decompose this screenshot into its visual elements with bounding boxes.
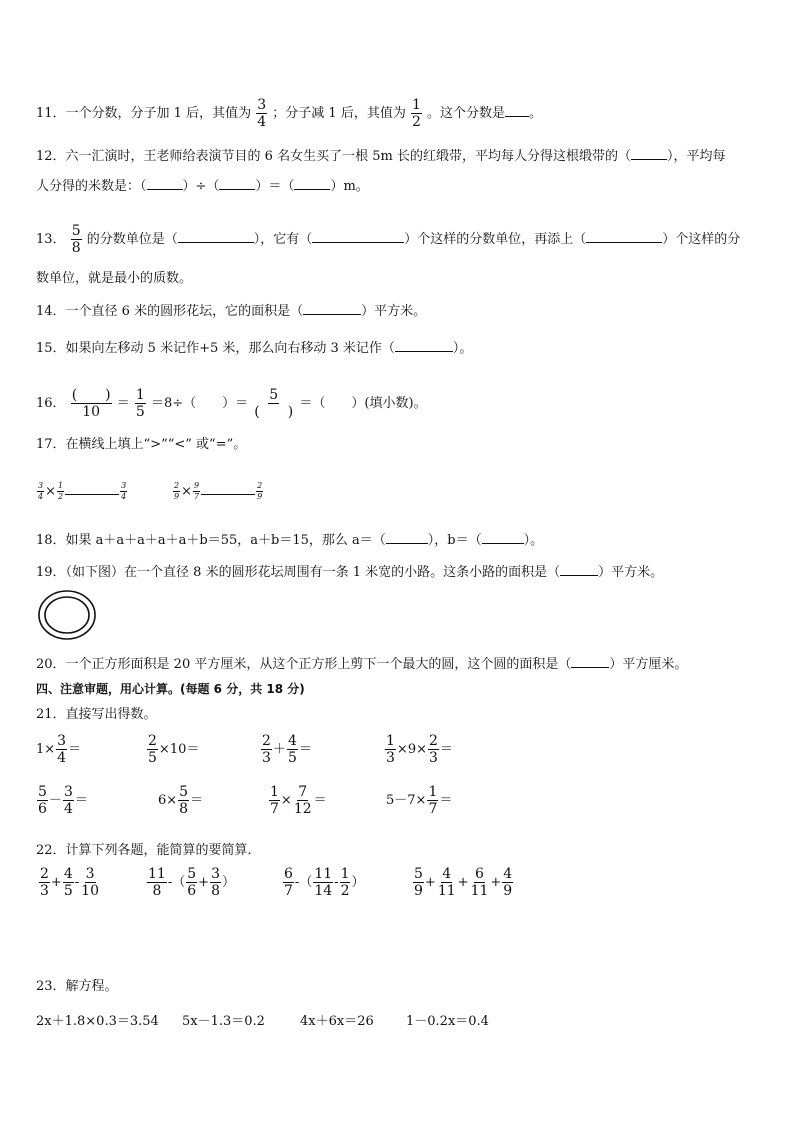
answer-blank[interactable] bbox=[631, 147, 667, 160]
expr-22-4: $\frac{5}{9}$ + $\frac{4}{11}$ + $\frac{6}{11}$ + $\frac{4}{9}$ bbox=[414, 866, 513, 899]
answer-blank[interactable] bbox=[571, 655, 609, 668]
fraction: $\frac{5}{8}$ bbox=[71, 223, 81, 256]
comparison-item-1: $\frac{3}{4}$ × $\frac{1}{2}$ $\frac{3}{4}$ bbox=[38, 481, 127, 501]
comparison-item-2: $\frac{2}{9}$ × $\frac{9}{7}$ $\frac{2}{9}$ bbox=[174, 481, 263, 501]
question-12-line-1: 12．六一汇演时，王老师给表演节目的 6 名女生买了一根 5m 长的红缎带，平均每人分得这根缎带的（ ），平均每 bbox=[36, 149, 726, 164]
answer-blank[interactable] bbox=[395, 339, 453, 352]
question-17: 17．在横线上填上“>”“<” 或“=”。 bbox=[36, 437, 247, 452]
answer-blank[interactable] bbox=[65, 486, 119, 495]
question-15: 15．如果向左移动 5 米记作+5 米，那么向右移动 3 米记作（ ）。 bbox=[36, 341, 473, 356]
question-19: 19．（如下图）在一个直径 8 米的圆形花坛周围有一条 1 米宽的小路。这条小路的面积是（ ）平方米。 bbox=[36, 565, 664, 580]
expr-22-3: $\frac{6}{7}$ -（ $\frac{11}{14}$ - $\frac{1}{2}$ ） bbox=[284, 866, 365, 899]
expr-21-5: $\frac{5}{6}$ － $\frac{3}{4}$ ＝ bbox=[38, 784, 88, 817]
answer-blank[interactable] bbox=[312, 230, 404, 243]
question-21-title: 21．直接写出得数。 bbox=[36, 707, 157, 722]
expr-22-2: $\frac{11}{8}$ -（ $\frac{5}{6}$ + $\frac{3}{8}$ ） bbox=[148, 866, 235, 899]
equation-3: 4x＋6x＝26 bbox=[300, 1014, 374, 1029]
question-13-line-1: 13． $\frac{5}{8}$ 的分数单位是（ ），它有（ ）个这样的分数单位，再添上（ ）个这样的分 bbox=[36, 223, 741, 256]
inner-circle bbox=[45, 597, 89, 633]
answer-blank[interactable] bbox=[386, 531, 428, 544]
answer-blank[interactable] bbox=[147, 177, 183, 190]
equation-1: 2x＋1.8×0.3＝3.54 bbox=[36, 1014, 159, 1029]
question-22-title: 22．计算下列各题，能简算的要简算． bbox=[36, 843, 261, 858]
answer-blank[interactable] bbox=[560, 563, 598, 576]
expr-21-2: $\frac{2}{5}$ ×10＝ bbox=[148, 733, 200, 766]
fraction: $\frac{1}{5}$ bbox=[135, 387, 145, 420]
equation-2: 5x－1.3＝0.2 bbox=[182, 1014, 265, 1029]
answer-blank[interactable] bbox=[586, 230, 662, 243]
expr-21-4: $\frac{1}{3}$ ×9× $\frac{2}{3}$ ＝ bbox=[386, 733, 453, 766]
question-16: 16． $\frac{( )}{10}$ ＝ $\frac{1}{5}$ ＝8÷（ ）＝ $\frac{5}{( )}$ ＝（ ）(填小数)。 bbox=[36, 387, 427, 420]
fraction: $\frac{1}{2}$ bbox=[411, 97, 421, 130]
answer-blank[interactable] bbox=[201, 486, 255, 495]
section-4-heading: 四、注意审题，用心计算。(每题 6 分，共 18 分) bbox=[36, 682, 305, 696]
fraction: $\frac{3}{4}$ bbox=[257, 97, 267, 130]
question-13-line-2: 数单位，就是最小的质数。 bbox=[36, 271, 193, 286]
equation-4: 1－0.2x＝0.4 bbox=[406, 1014, 489, 1029]
outer-circle bbox=[39, 591, 95, 639]
answer-blank[interactable] bbox=[505, 104, 529, 117]
answer-blank[interactable] bbox=[178, 230, 254, 243]
answer-blank[interactable] bbox=[303, 302, 361, 315]
expr-21-8: 5－7× $\frac{1}{7}$ ＝ bbox=[386, 784, 453, 817]
question-18: 18．如果 a＋a＋a＋a＋a＋b＝55，a＋b＝15，那么 a＝（ ），b＝（ ）。 bbox=[36, 533, 544, 548]
question-12-line-2: 人分得的米数是：（ ）÷（ ）＝（ ）m。 bbox=[36, 179, 369, 194]
answer-blank[interactable] bbox=[482, 531, 524, 544]
answer-blank[interactable] bbox=[219, 177, 255, 190]
question-23-title: 23．解方程。 bbox=[36, 979, 118, 994]
ring-path-figure bbox=[37, 589, 97, 641]
question-14: 14．一个直径 6 米的圆形花坛，它的面积是（ ）平方米。 bbox=[36, 304, 427, 319]
question-20: 20．一个正方形面积是 20 平方厘米，从这个正方形上剪下一个最大的圆，这个圆的面积是（ ）平方厘米。 bbox=[36, 657, 688, 672]
expr-22-1: $\frac{2}{3}$ + $\frac{4}{5}$ - $\frac{3}{10}$ bbox=[40, 866, 99, 899]
expr-21-3: $\frac{2}{3}$ ＋ $\frac{4}{5}$ ＝ bbox=[262, 733, 312, 766]
expr-21-6: 6× $\frac{5}{8}$ ＝ bbox=[158, 784, 204, 817]
fraction: $\frac{( )}{10}$ bbox=[71, 387, 111, 420]
fraction: $\frac{5}{( )}$ bbox=[254, 387, 294, 420]
answer-blank[interactable] bbox=[294, 177, 330, 190]
question-11: 11．一个分数，分子加 1 后，其值为 $\frac{3}{4}$ ；分子减 1 后，其值为 $\frac{1}{2}$ 。这个分数是 。 bbox=[36, 97, 543, 130]
expr-21-7: $\frac{1}{7}$ × $\frac{7}{12}$ ＝ bbox=[270, 784, 327, 817]
expr-21-1: 1× $\frac{3}{4}$ ＝ bbox=[36, 733, 82, 766]
